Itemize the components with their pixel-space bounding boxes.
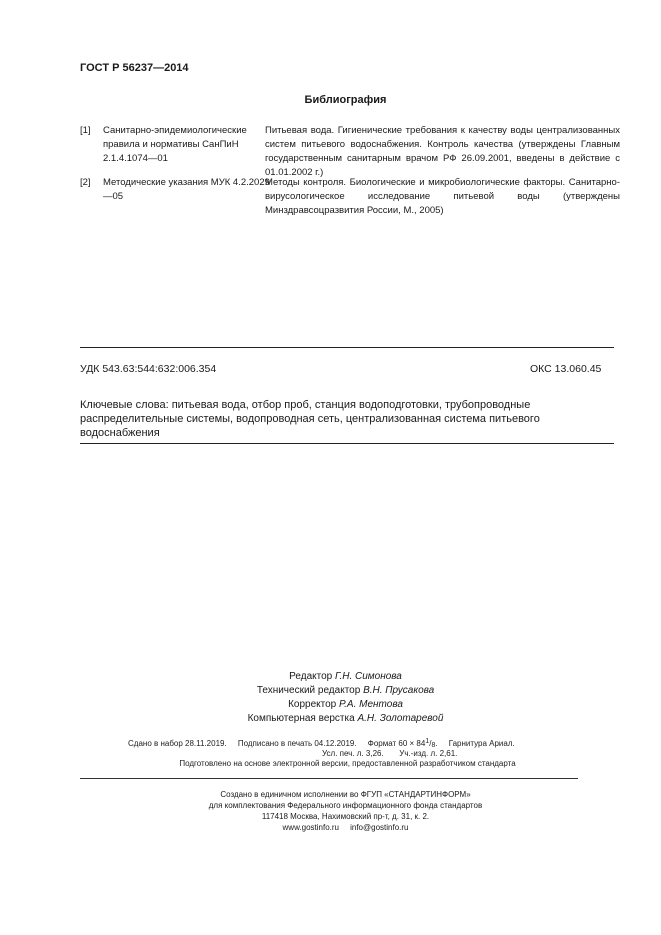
format-numerator: 1 <box>425 738 430 745</box>
format-denominator: 8 <box>431 742 436 749</box>
publisher-line: Создано в единичном исполнении во ФГУП «СТАНДАРТИНФОРМ» <box>220 790 471 799</box>
entry-source: Методические указания МУК 4.2.2029—05 <box>103 177 270 202</box>
format: Формат 60 × 84 <box>367 739 426 748</box>
print-info-line: Сдано в набор 28.11.2019. Подписано в печать 04.12.2019. Формат $60 \times 84^1/_8$. Гарнитура Ариал. <box>128 738 515 749</box>
typeface: Гарнитура Ариал. <box>448 739 515 748</box>
credit-name: А.Н. Золотаревой <box>357 713 444 724</box>
print-sheets: Усл. печ. л. 3,26. <box>322 749 384 758</box>
credit-editor <box>0 670 661 684</box>
credit-layout <box>0 712 661 726</box>
publisher-sheets: Уч.-изд. л. 2,61. <box>399 749 458 758</box>
entry-number: [1] <box>80 125 91 136</box>
credit-corrector <box>0 698 661 712</box>
oks-code: ОКС 13.060.45 <box>530 363 602 375</box>
bibliography-entry <box>80 124 620 178</box>
document-code: ГОСТ Р 56237—2014 <box>80 62 189 74</box>
divider <box>80 443 614 444</box>
credit-name: В.Н. Прусакова <box>363 685 435 696</box>
divider <box>80 347 614 348</box>
bibliography-title: Библиография <box>304 94 387 106</box>
credit-label: Редактор <box>289 671 333 682</box>
entry-description: Питьевая вода. Гигиенические требования к качеству воды централизованных систем питьевого водоснабжения. Контроль качества (утверждены Главным государственным санитарным врачом РФ 26.09.2001, введены в действие с 01.01.2002 г.) <box>265 125 620 178</box>
udk-code: УДК 543.63:544:632:006.354 <box>80 363 217 375</box>
print-info-note: Подготовлено на основе электронной версии, предоставленной разработчиком стандарта <box>179 759 516 768</box>
credit-label: Корректор <box>288 699 337 710</box>
credit-label: Компьютерная верстка <box>247 713 355 724</box>
credit-name: Р.А. Ментова <box>339 699 403 710</box>
entry-source: Санитарно-эпидемиологические правила и нормативы СанПиН 2.1.4.1074—01 <box>103 125 247 164</box>
website-link[interactable]: www.gostinfo.ru <box>282 823 339 832</box>
entry-description: Методы контроля. Биологические и микробиологические факторы. Санитарно-вирусологическое исследование питьевой воды (утверждены Минздравсоцразвития России, М., 2005) <box>265 177 620 216</box>
publisher-address: 117418 Москва, Нахимовский пр-т, д. 31, к. 2. <box>261 812 430 821</box>
bibliography-entry <box>80 176 620 221</box>
signed-date: Подписано в печать 04.12.2019. <box>237 739 357 748</box>
keywords: Ключевые слова: питьевая вода, отбор проб, станция водоподготовки, трубопроводные распределительные системы, водопроводная сеть, централизованная система питьевого водоснабжения <box>80 399 540 439</box>
credit-label: Технический редактор <box>256 685 361 696</box>
publisher-line: для комплектования Федерального информационного фонда стандартов <box>208 801 483 810</box>
entry-number: [2] <box>80 177 91 188</box>
divider <box>80 778 578 779</box>
email-link[interactable]: info@gostinfo.ru <box>350 823 409 832</box>
publisher-contacts <box>0 822 661 833</box>
credit-name: Г.Н. Симонова <box>335 671 402 682</box>
typeset-date: Сдано в набор 28.11.2019. <box>128 739 227 748</box>
credit-tech-editor <box>0 684 661 698</box>
